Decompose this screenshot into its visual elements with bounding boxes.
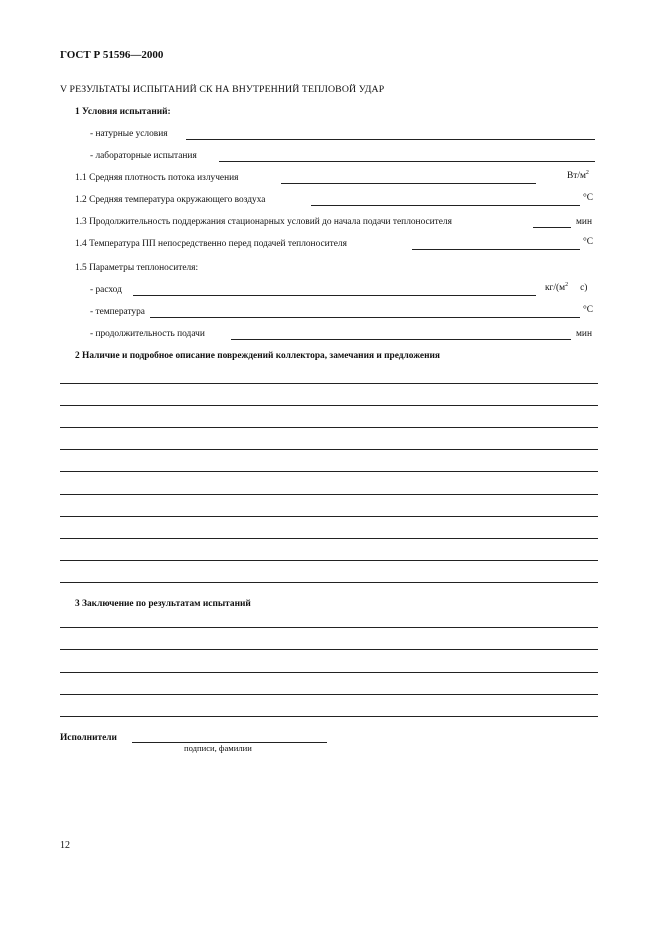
supply-duration-label: - продолжительность подачи bbox=[90, 329, 205, 339]
supply-duration-unit: мин bbox=[576, 329, 592, 339]
item-1-1-unit bbox=[567, 171, 589, 181]
conditions-heading: 1 Условия испытаний: bbox=[75, 107, 171, 117]
executors-label: Исполнители bbox=[60, 733, 117, 743]
item-1-1-label: 1.1 Средняя плотность потока излучения bbox=[75, 173, 239, 183]
supply-duration-field[interactable] bbox=[231, 339, 571, 340]
damage-line-10[interactable] bbox=[60, 582, 598, 583]
damage-line-1[interactable] bbox=[60, 383, 598, 384]
item-1-3-label: 1.3 Продолжительность поддержания стационарных условий до начала подачи теплоносителя bbox=[75, 217, 452, 227]
damage-line-3[interactable] bbox=[60, 427, 598, 428]
flow-rate-unit bbox=[545, 283, 587, 293]
damage-line-5[interactable] bbox=[60, 471, 598, 472]
conclusion-line-1[interactable] bbox=[60, 627, 598, 628]
conclusion-line-5[interactable] bbox=[60, 716, 598, 717]
item-1-4-unit: °С bbox=[583, 237, 594, 247]
damage-line-4[interactable] bbox=[60, 449, 598, 450]
item-1-4-label: 1.4 Температура ПП непосредственно перед подачей теплоносителя bbox=[75, 239, 347, 249]
ambient-temperature-field[interactable] bbox=[311, 205, 580, 206]
damage-line-8[interactable] bbox=[60, 538, 598, 539]
conclusion-line-4[interactable] bbox=[60, 694, 598, 695]
radiation-flux-field[interactable] bbox=[281, 183, 536, 184]
coolant-temperature-field[interactable] bbox=[150, 317, 580, 318]
page-number: 12 bbox=[60, 840, 70, 851]
item-1-2-label: 1.2 Средняя температура окружающего воздуха bbox=[75, 195, 266, 205]
steady-state-duration-field[interactable] bbox=[533, 227, 571, 228]
flow-rate-label: - расход bbox=[90, 285, 122, 295]
item-1-2-unit: °С bbox=[583, 193, 594, 203]
damage-line-6[interactable] bbox=[60, 494, 598, 495]
laboratory-tests-field[interactable] bbox=[219, 161, 595, 162]
flow-rate-unit-b: с) bbox=[580, 283, 588, 293]
natural-conditions-label: - натурные условия bbox=[90, 129, 168, 139]
damage-line-7[interactable] bbox=[60, 516, 598, 517]
coolant-temperature-label: - температура bbox=[90, 307, 145, 317]
conclusion-line-3[interactable] bbox=[60, 672, 598, 673]
damage-line-2[interactable] bbox=[60, 405, 598, 406]
laboratory-tests-label: - лабораторные испытания bbox=[90, 151, 197, 161]
section-title: V РЕЗУЛЬТАТЫ ИСПЫТАНИЙ СК НА ВНУТРЕННИЙ ТЕПЛОВОЙ УДАР bbox=[60, 84, 385, 95]
pp-temperature-field[interactable] bbox=[412, 249, 580, 250]
document-header: ГОСТ Р 51596—2000 bbox=[60, 49, 164, 61]
item-1-3-unit: мин bbox=[576, 217, 592, 227]
natural-conditions-field[interactable] bbox=[186, 139, 595, 140]
flow-rate-field[interactable] bbox=[133, 295, 536, 296]
item-1-1-unit-sup: 2 bbox=[585, 170, 589, 176]
flow-rate-unit-a: кг/(м bbox=[545, 283, 566, 293]
damage-line-9[interactable] bbox=[60, 560, 598, 561]
item-1-5-label: 1.5 Параметры теплоносителя: bbox=[75, 263, 199, 273]
item-1-1-unit-text: Вт/м bbox=[567, 171, 586, 181]
conclusion-heading: 3 Заключение по результатам испытаний bbox=[75, 599, 251, 609]
damage-heading: 2 Наличие и подробное описание повреждений коллектора, замечания и предложения bbox=[75, 351, 440, 361]
signatures-caption: подписи, фамилии bbox=[184, 743, 252, 753]
coolant-temperature-unit: °С bbox=[583, 305, 594, 315]
conclusion-line-2[interactable] bbox=[60, 649, 598, 650]
flow-rate-unit-sup: 2 bbox=[565, 282, 569, 288]
